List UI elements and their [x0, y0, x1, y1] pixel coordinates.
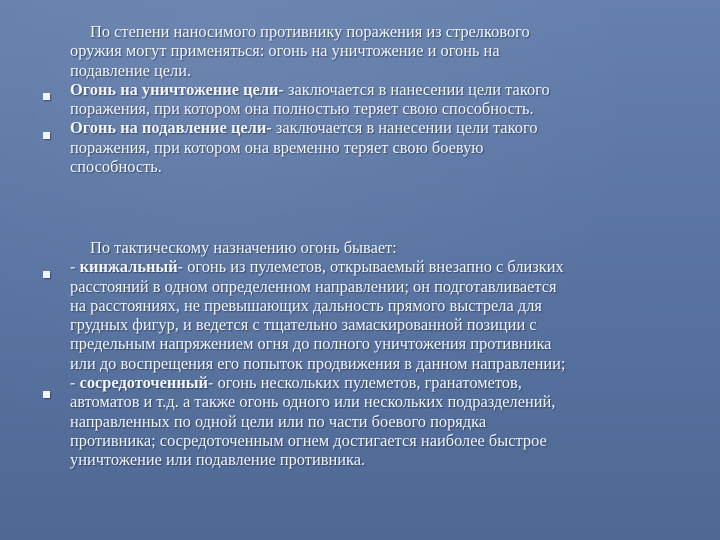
list-item-suppression-fire: Огонь на подавление цели- заключается в нанесении цели такого	[70, 118, 538, 138]
term-concentrated-fire: сосредоточенный	[79, 373, 209, 393]
dagger-fire-line-5: предельным напряжением огня до полного уничтожения противника	[70, 334, 552, 354]
dagger-fire-line-3: на расстояниях, не превышающих дальность прямого выстрела для	[70, 295, 542, 315]
term-destruction-fire: Огонь на уничтожение цели-	[70, 79, 284, 99]
dagger-fire-line-2: расстояний в одном определенном направлении; он подготавливается	[70, 276, 557, 296]
destruction-fire-line-2: поражения, при котором она полностью теряет свою способность.	[70, 99, 534, 119]
list-item-concentrated-fire: - сосредоточенный- огонь нескольких пулеметов, гранатометов,	[70, 373, 522, 393]
square-bullet-icon	[43, 271, 50, 278]
square-bullet-icon	[43, 93, 50, 100]
dagger-fire-line-4: грудных фигур, и ведется с тщательно замаскированной позиции с	[70, 315, 537, 335]
suppression-fire-line-3: способность.	[70, 157, 162, 177]
square-bullet-icon	[43, 391, 50, 398]
concentrated-fire-line-2: автоматов и т.д. а также огонь одного или нескольких подразделений,	[70, 392, 556, 412]
paragraph-fire-by-purpose	[70, 238, 690, 470]
concentrated-fire-line-5: уничтожение или подавление противника.	[70, 450, 366, 470]
paragraph-fire-by-damage	[70, 22, 690, 176]
intro-line-3: подавление цели.	[70, 60, 192, 80]
concentrated-fire-line-4: противника; сосредоточенным огнем достигается наиболее быстрое	[70, 430, 547, 450]
suppression-fire-line-2: поражения, при котором она временно теряет свою боевую	[70, 137, 484, 157]
dagger-fire-line-6: или до воспрещения его попыток продвижения в данном направлении;	[70, 353, 566, 373]
square-bullet-icon	[43, 132, 50, 139]
list-item-dagger-fire: - кинжальный- огонь из пулеметов, открываемый внезапно с близких	[70, 257, 564, 277]
intro-line-2: оружия могут применяться: огонь на уничтожение и огонь на	[70, 41, 500, 61]
concentrated-fire-line-3: направленных по одной цели или по части боевого порядка	[70, 411, 487, 431]
intro-line: По тактическому назначению огонь бывает:	[90, 238, 397, 257]
term-dagger-fire: кинжальный	[79, 257, 178, 277]
list-item-destruction-fire: Огонь на уничтожение цели- заключается в нанесении цели такого	[70, 79, 550, 99]
term-suppression-fire: Огонь на подавление цели-	[70, 118, 272, 138]
intro-line-1: По степени наносимого противнику поражения из стрелкового	[90, 22, 530, 41]
